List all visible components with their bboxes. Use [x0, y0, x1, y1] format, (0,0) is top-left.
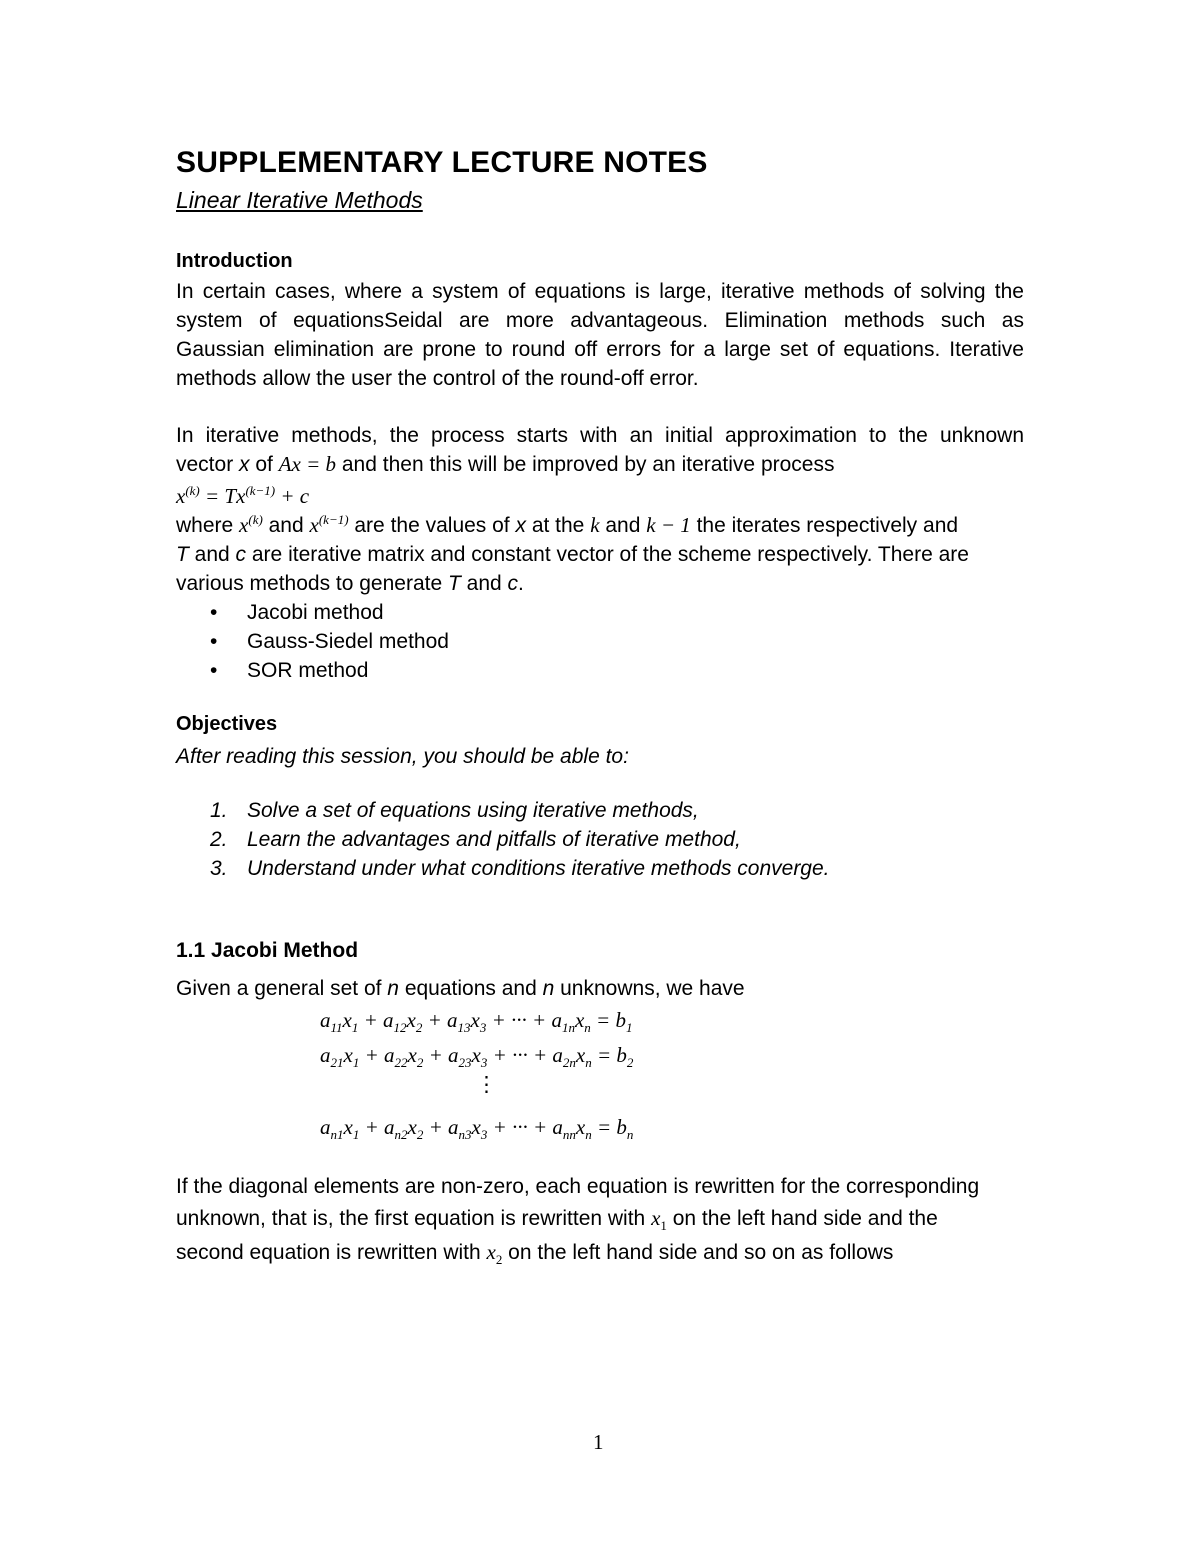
intro-line: In iterative methods, the process starts with an initial approximation to the unknown	[176, 424, 1024, 447]
iteration-formula	[176, 482, 1024, 511]
text-segment: Given a general set of	[176, 977, 388, 1000]
objective-item: Understand under what conditions iterative methods converge.	[247, 857, 830, 880]
var-T: T	[176, 543, 189, 566]
text-segment: on the left hand side and so on as follows	[502, 1241, 894, 1264]
jacobi-text-line	[176, 1238, 893, 1267]
list-item-jacobi: Jacobi method	[247, 601, 384, 624]
text-segment: equations and	[398, 977, 543, 1000]
bullet-icon: •	[210, 630, 218, 653]
objectives-lead: After reading this session, you should be able to:	[176, 745, 629, 768]
equation-row-n: $a_{n1}x_1 + a_{n2}x_2 + a_{n3}x_3$ + ··· + $a_{nn}x_n = b_n$	[320, 1115, 634, 1143]
var-xk1: x	[309, 513, 319, 537]
intro-line: Gaussian elimination are prone to round off errors for a large set of equations. Iterative	[176, 338, 1024, 361]
page-subtitle: Linear Iterative Methods	[176, 187, 423, 213]
intro-line-with-math	[176, 540, 1024, 569]
vertical-ellipsis: ⋮	[476, 1072, 497, 1096]
page-number: 1	[593, 1430, 604, 1454]
objective-number: 2.	[210, 828, 228, 851]
objective-number: 1.	[210, 799, 228, 822]
equation-row-1: $a_{11}x_1 + a_{12}x_2 + a_{13}x_3$ + ··· + $a_{1n}x_n = b_1$	[320, 1008, 633, 1036]
text-segment: and	[188, 543, 236, 566]
jacobi-lead	[176, 974, 745, 1003]
text-segment: of	[249, 453, 279, 476]
introduction-heading: Introduction	[176, 250, 293, 272]
text-segment: unknown, that is, the first equation is rewritten with	[176, 1207, 652, 1230]
var-k: k	[590, 513, 600, 537]
text-segment: various methods to generate	[176, 572, 448, 595]
page-title: SUPPLEMENTARY LECTURE NOTES	[176, 146, 708, 179]
var-n: n	[387, 977, 399, 1000]
text-segment: are iterative matrix and constant vector of the scheme respectively. There are	[246, 543, 969, 566]
bullet-icon: •	[210, 601, 218, 624]
intro-line-with-math	[176, 450, 1024, 479]
text-segment: and	[460, 572, 508, 595]
text-segment: .	[518, 572, 524, 595]
intro-line-with-math	[176, 569, 1024, 598]
var-c: c	[507, 572, 519, 595]
var-x2: x	[486, 1240, 496, 1264]
formula-mid: = Tx	[199, 484, 246, 508]
list-item-sor: SOR method	[247, 659, 369, 682]
var-x1-sub: 1	[660, 1218, 667, 1234]
var-x: x	[239, 453, 250, 476]
list-item-gauss-siedel: Gauss-Siedel method	[247, 630, 449, 653]
var-T: T	[448, 572, 461, 595]
formula-mid-sup: (k−1)	[245, 483, 276, 498]
intro-line-with-math	[176, 511, 1024, 540]
text-segment: and then this will be improved by an iterative process	[336, 453, 835, 476]
var-xk1-sup: (k−1)	[318, 512, 349, 527]
text-segment: unknowns, we have	[554, 977, 745, 1000]
bullet-icon: •	[210, 659, 218, 682]
equation-ax-b: Ax = b	[278, 452, 337, 476]
formula-rhs: + c	[275, 484, 310, 508]
var-xk-sup: (k)	[248, 512, 263, 527]
text-segment: on the left hand side and the	[666, 1207, 938, 1230]
var-x2-sub: 2	[495, 1252, 503, 1268]
intro-line: system of equationsSeidal are more advantageous. Elimination methods such as	[176, 309, 1024, 332]
var-k-minus-1: k − 1	[646, 513, 691, 537]
objective-item: Learn the advantages and pitfalls of iterative method,	[247, 828, 741, 851]
intro-line: methods allow the user the control of the round-off error.	[176, 367, 699, 390]
var-xk: x	[239, 513, 249, 537]
objective-item: Solve a set of equations using iterative methods,	[247, 799, 699, 822]
text-segment: are the values of	[348, 514, 516, 537]
intro-line: In certain cases, where a system of equations is large, iterative methods of solving the	[176, 280, 1024, 303]
section-heading-jacobi: 1.1 Jacobi Method	[176, 939, 359, 962]
jacobi-text-line: If the diagonal elements are non-zero, each equation is rewritten for the corresponding	[176, 1175, 980, 1198]
text-segment: where	[176, 514, 240, 537]
equation-row-2: $a_{21}x_1 + a_{22}x_2 + a_{23}x_3$ + ··· + $a_{2n}x_n = b_2$	[320, 1043, 634, 1071]
var-x: x	[515, 514, 526, 537]
text-segment: the iterates respectively and	[690, 514, 959, 537]
text-segment: and	[599, 514, 647, 537]
formula-lhs-sup: (k)	[185, 483, 200, 498]
var-c: c	[235, 543, 247, 566]
text-segment: vector	[176, 453, 240, 476]
text-segment: at the	[525, 514, 591, 537]
var-x1: x	[651, 1206, 661, 1230]
objective-number: 3.	[210, 857, 228, 880]
objectives-heading: Objectives	[176, 713, 278, 735]
text-segment: and	[262, 514, 310, 537]
var-n: n	[542, 977, 555, 1000]
jacobi-text-line	[176, 1204, 938, 1233]
formula-lhs: x	[176, 484, 186, 508]
text-segment: second equation is rewritten with	[176, 1241, 487, 1264]
